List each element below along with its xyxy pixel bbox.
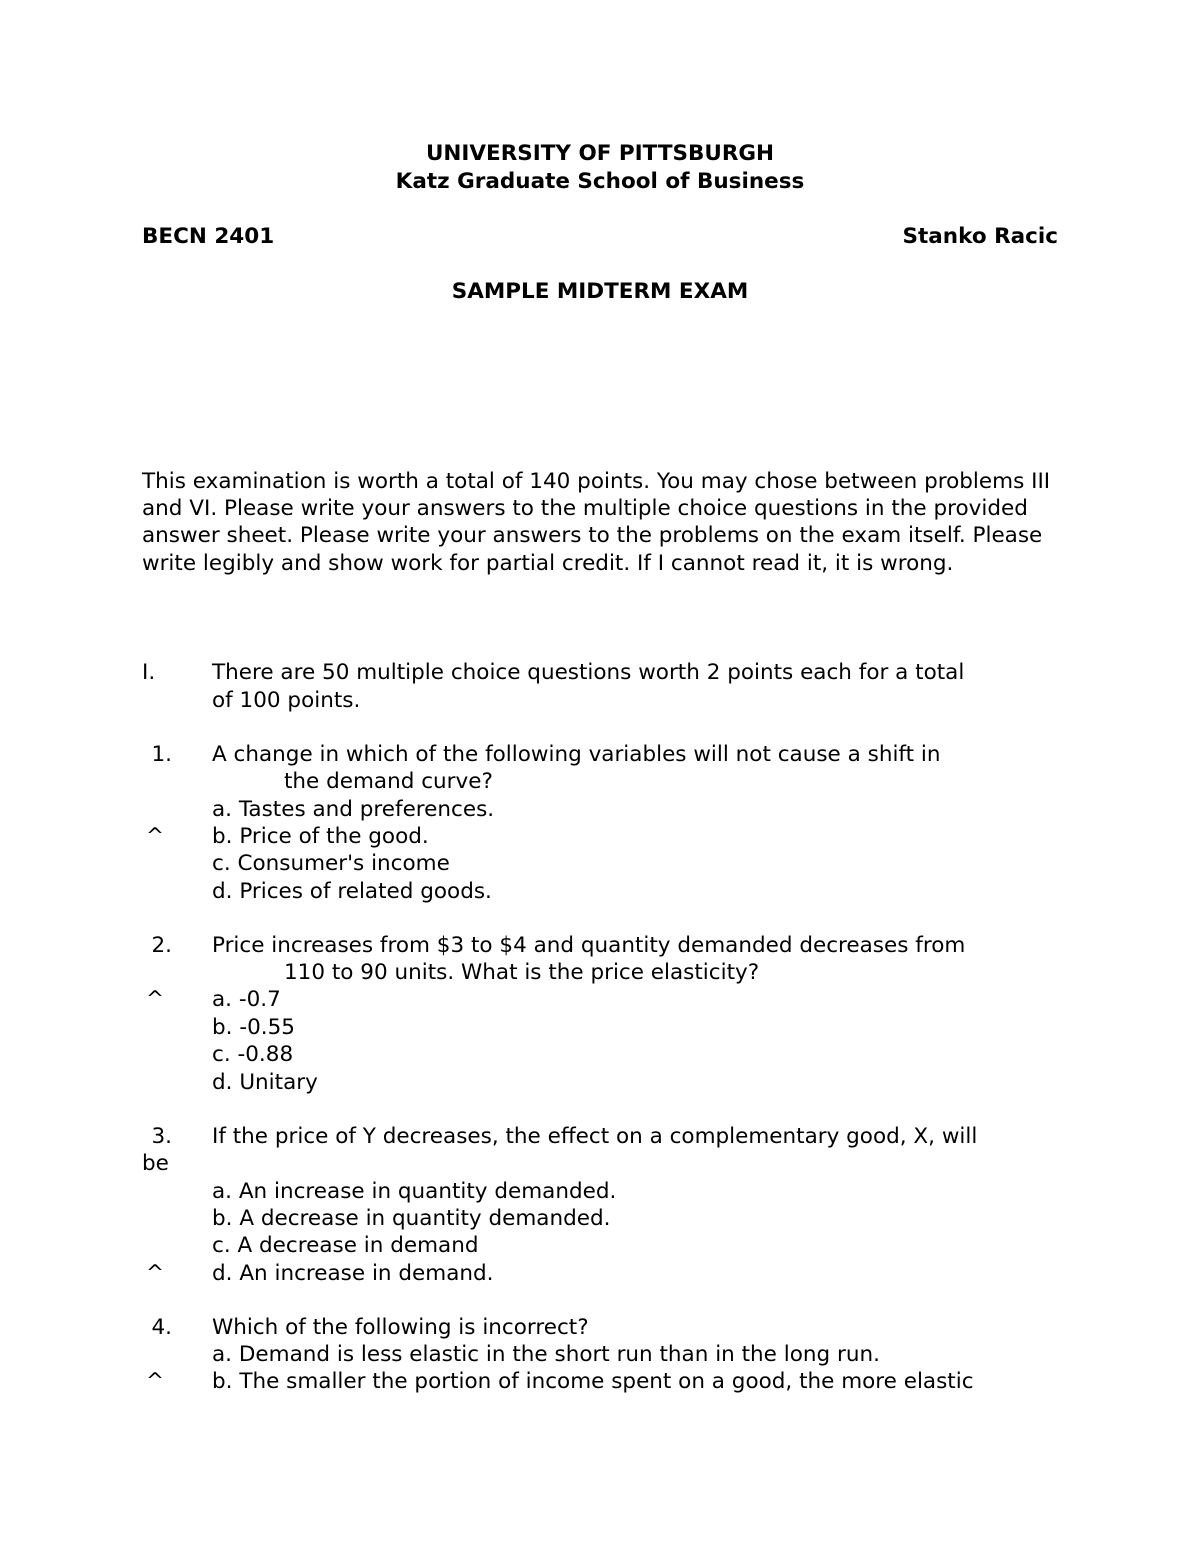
exam-title: SAMPLE MIDTERM EXAM: [451, 279, 749, 304]
answer-option: a. Demand is less elastic in the short run than in the long run.: [212, 1342, 880, 1367]
question-number: 1.: [151, 742, 172, 767]
answer-option: a. An increase in quantity demanded.: [212, 1179, 617, 1204]
answer-option: c. -0.88: [212, 1042, 294, 1067]
section-numeral: I.: [142, 660, 156, 685]
answer-option: b. The smaller the portion of income spent on a good, the more elastic: [212, 1369, 974, 1394]
correct-answer-marker: ^: [146, 824, 165, 849]
university-title: UNIVERSITY OF PITTSBURGH: [425, 141, 775, 166]
question-number: 3.: [151, 1124, 172, 1149]
answer-option: d. An increase in demand.: [212, 1261, 494, 1286]
question-number: 4.: [151, 1315, 172, 1340]
answer-option: a. -0.7: [212, 987, 281, 1012]
question-text: the demand curve?: [284, 769, 493, 794]
answer-option: d. Unitary: [212, 1070, 318, 1095]
question-text: If the price of Y decreases, the effect on a complementary good, X, will: [212, 1124, 978, 1149]
course-code: BECN 2401: [142, 224, 275, 249]
question-text: Which of the following is incorrect?: [212, 1315, 589, 1340]
section-text-line: of 100 points.: [212, 688, 361, 713]
answer-option: d. Prices of related goods.: [212, 879, 492, 904]
correct-answer-marker: ^: [146, 987, 165, 1012]
instructor-name: Stanko Racic: [902, 224, 1058, 249]
question-number: 2.: [151, 933, 172, 958]
answer-option: b. Price of the good.: [212, 824, 429, 849]
section-text-line: There are 50 multiple choice questions worth 2 points each for a total: [212, 660, 965, 685]
answer-option: c. Consumer's income: [212, 851, 450, 876]
answer-option: b. A decrease in quantity demanded.: [212, 1206, 611, 1231]
instructions-paragraph: This examination is worth a total of 140 points. You may chose between problems III and VI. Please write your answers to the multiple choice questions in the provided answer sheet. Please write your answers to the problems on the exam itself. Please write legibly and show work for partial credit. If I cannot read it, it is wrong.: [142, 469, 1051, 576]
question-text: Price increases from $3 to $4 and quantity demanded decreases from: [212, 933, 966, 958]
correct-answer-marker: ^: [146, 1261, 165, 1286]
question-text: 110 to 90 units. What is the price elasticity?: [284, 960, 760, 985]
question-text: A change in which of the following variables will not cause a shift in: [212, 742, 941, 767]
answer-option: c. A decrease in demand: [212, 1233, 479, 1258]
school-title: Katz Graduate School of Business: [395, 169, 805, 194]
answer-option: b. -0.55: [212, 1015, 295, 1040]
answer-option: a. Tastes and preferences.: [212, 797, 495, 822]
correct-answer-marker: ^: [146, 1369, 165, 1394]
question-text: be: [142, 1151, 169, 1176]
